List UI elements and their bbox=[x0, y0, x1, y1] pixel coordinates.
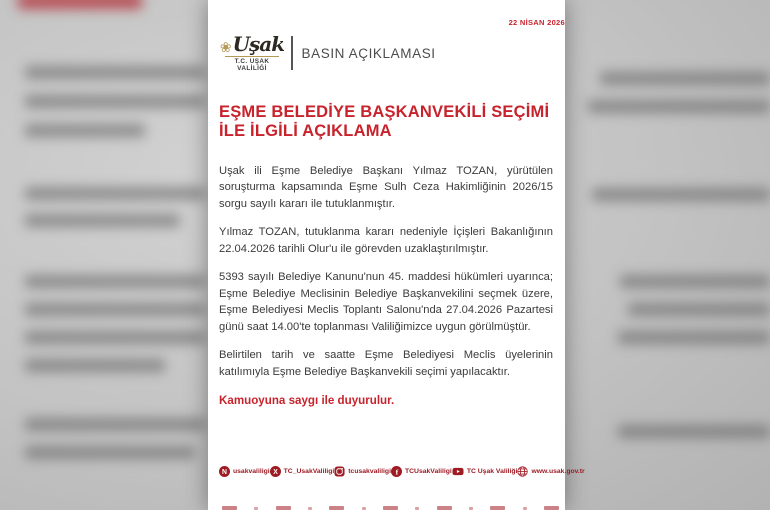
bg-blur-line bbox=[25, 275, 205, 288]
bg-blur-line bbox=[25, 331, 205, 344]
instagram-icon bbox=[334, 466, 345, 477]
svg-text:f: f bbox=[395, 467, 399, 477]
press-release-body bbox=[219, 163, 553, 409]
red-dash bbox=[222, 506, 237, 510]
bottom-cropped-red-border bbox=[222, 506, 559, 510]
press-release-title bbox=[219, 103, 553, 141]
social-link-youtube[interactable] bbox=[452, 466, 518, 477]
social-link-website[interactable] bbox=[517, 466, 584, 477]
logo-divider bbox=[225, 56, 279, 58]
bg-blur-line bbox=[618, 331, 770, 344]
social-link-facebook[interactable] bbox=[391, 466, 452, 477]
social-label: www.usak.gov.tr bbox=[531, 468, 585, 475]
social-label: TC_UsakValiligi bbox=[283, 468, 335, 475]
red-dash bbox=[437, 506, 452, 510]
social-links-row bbox=[219, 466, 585, 477]
bg-blur-line bbox=[25, 187, 205, 200]
bg-blur-line bbox=[25, 359, 165, 372]
document-type-label: BASIN AÇIKLAMASI bbox=[301, 45, 436, 61]
nsosyal-icon bbox=[219, 466, 230, 477]
red-dash bbox=[544, 506, 559, 510]
bg-blur-line bbox=[618, 425, 770, 438]
bg-blur-line bbox=[628, 303, 770, 316]
bg-blur-line bbox=[600, 72, 770, 85]
bg-blur-line bbox=[25, 446, 195, 459]
red-dash bbox=[276, 506, 291, 510]
bg-blur-line bbox=[25, 124, 145, 137]
bg-blur-line bbox=[588, 100, 770, 113]
bg-blur-line bbox=[620, 275, 770, 288]
title-line-2: İLE İLGİLİ AÇIKLAMA bbox=[219, 121, 392, 140]
bg-blur-line bbox=[25, 303, 205, 316]
x-icon bbox=[270, 466, 281, 477]
logo-caption: T.C. UŞAK VALİLİĞİ bbox=[234, 58, 270, 72]
title-line-1: EŞME BELEDİYE BAŞKANVEKİLİ SEÇİMİ bbox=[219, 103, 550, 121]
red-dash bbox=[383, 506, 398, 510]
social-label: TC Uşak Valiliği bbox=[466, 468, 518, 475]
bg-blur-line bbox=[18, 0, 142, 9]
body-paragraph: Yılmaz TOZAN, tutuklanma kararı nedeniyle İçişleri Bakanlığının 22.04.2026 tarihli Olur'u ile görevden uzaklaştırılmıştır. bbox=[219, 226, 553, 255]
facebook-icon bbox=[391, 466, 402, 477]
svg-text:N: N bbox=[222, 469, 227, 477]
bg-blur-line bbox=[592, 188, 770, 201]
body-paragraph: 5393 sayılı Belediye Kanunu'nun 45. maddesi hükümleri uyarınca; Eşme Belediye Meclisinin Belediye Başkanvekilini seçmek üzere, Eşme Belediyesi Meclis Toplantı Salonu'nda 27.04.2026 Pazartesi günü saat 14.00'te toplanması Valiliğimizce uygun görülmüştür. bbox=[219, 271, 553, 333]
body-paragraph: Uşak ili Eşme Belediye Başkanı Yılmaz TOZAN, yürütülen soruşturma kapsamında Eşme Sulh Ceza Hakimliğinin 2026/15 sorgu sayılı kararı ile tutuklanmıştır. bbox=[219, 165, 553, 210]
social-link-x[interactable] bbox=[270, 466, 335, 477]
usak-governorship-logo bbox=[219, 31, 285, 72]
bg-blur-line bbox=[25, 214, 180, 227]
social-link-instagram[interactable] bbox=[334, 466, 391, 477]
social-label: tcusakvaliligi bbox=[348, 468, 391, 475]
youtube-icon bbox=[452, 466, 464, 477]
press-release-card bbox=[208, 0, 585, 510]
svg-text:X: X bbox=[272, 469, 278, 477]
red-dash bbox=[329, 506, 344, 510]
card-header bbox=[219, 30, 553, 76]
globe-icon bbox=[517, 466, 528, 477]
body-paragraph: Belirtilen tarih ve saatte Eşme Belediyesi Meclis üyelerinin katılımıyla Eşme Belediye Başkanvekili seçimi yapılacaktır. bbox=[219, 349, 553, 378]
bg-blur-line bbox=[25, 66, 205, 79]
header-vertical-divider bbox=[291, 36, 293, 70]
bg-blur-line bbox=[25, 418, 205, 431]
social-label: usakvaliligi bbox=[233, 468, 270, 475]
bg-blur-line bbox=[25, 95, 205, 108]
red-dash bbox=[490, 506, 505, 510]
social-link-nsosyal[interactable] bbox=[219, 466, 270, 477]
release-date: 22 NİSAN 2026 bbox=[508, 18, 565, 27]
social-label: TCUsakValiligi bbox=[404, 468, 452, 475]
usak-emblem-icon: ❀ bbox=[219, 38, 232, 55]
logo-brand-text: Uşak bbox=[232, 31, 285, 56]
closing-statement: Kamuoyuna saygı ile duyurulur. bbox=[219, 393, 395, 407]
